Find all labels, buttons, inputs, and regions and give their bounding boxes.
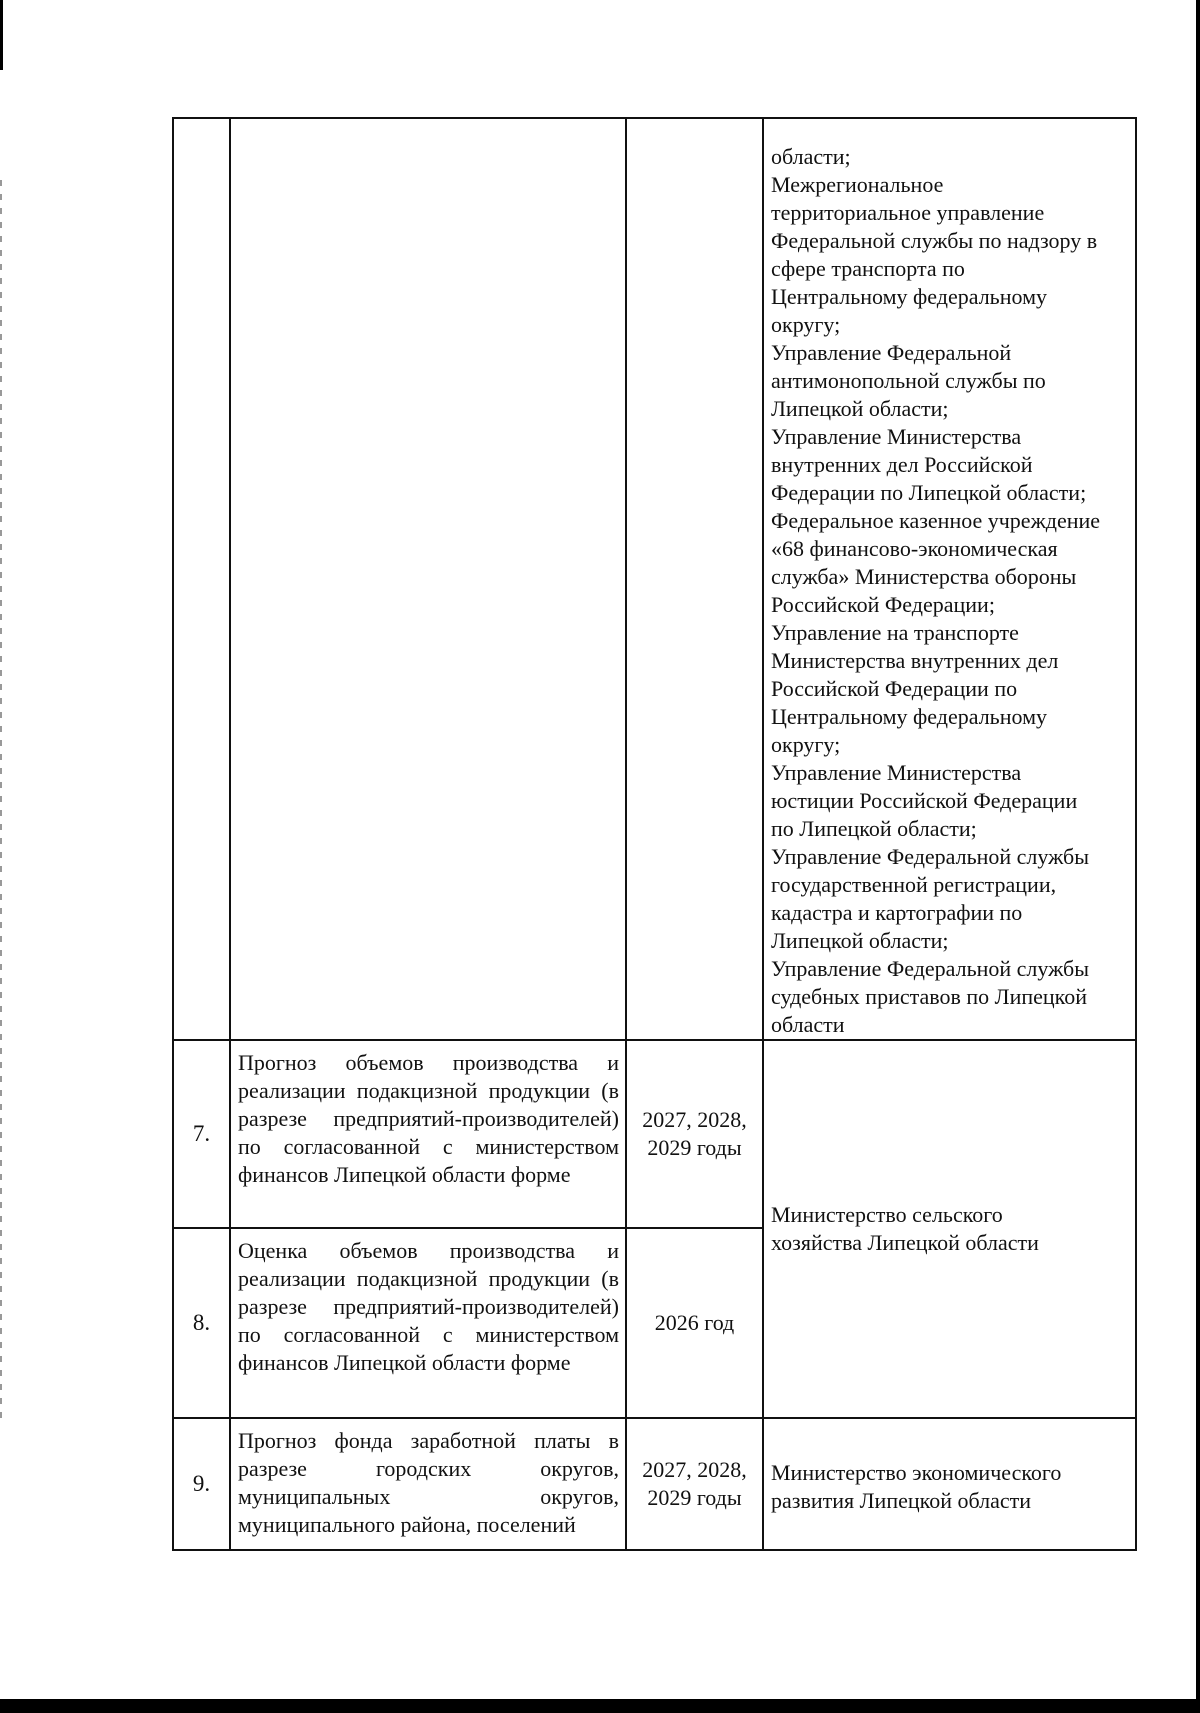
row-description: Прогноз объемов производства и реализации подакцизной продукции (в разрезе предприятий-производителей) по согласованной с министерством финансов Липецкой области форме [230,1040,626,1228]
executor-line: Министерство экономического [771,1460,1062,1485]
executor-line: развития Липецкой области [771,1488,1032,1513]
executor-line: Управление Федеральной службы [771,956,1090,981]
cell-number-empty [173,118,230,1040]
executor-line: округу; [771,312,841,337]
period-line: 2027, 2028, [642,1457,747,1482]
executor-line: Российской Федерации по [771,676,1018,701]
executor-line: Управление Федеральной [771,340,1012,365]
row-number-text: 9. [192,1471,211,1496]
executor-line: Федерации по Липецкой области; [771,480,1087,505]
executor-line: судебных приставов по Липецкой [771,984,1088,1009]
row-executor [763,1418,1136,1550]
cell-description-empty [230,118,626,1040]
row-number [173,1228,230,1418]
period-line: 2029 годы [647,1135,742,1160]
row-number-text: 7. [192,1121,211,1146]
row-period [626,1228,763,1418]
executor-line: кадастра и картографии по [771,900,1023,925]
executor-line: Межрегиональное [771,172,944,197]
table-row-continuation [173,118,1136,1040]
executor-line: Федеральной службы по надзору в [771,228,1098,253]
executor-line: Центральному федеральному [771,704,1047,729]
shared-executor-cell [763,1040,1136,1418]
executor-line: Управление на транспорте [771,620,1019,645]
executor-list [771,131,1131,1039]
executor-line: Управление Федеральной службы [771,844,1090,869]
period-line: 2029 годы [647,1485,742,1510]
executor-line: государственной регистрации, [771,872,1057,897]
row-number [173,1040,230,1228]
executor-line: антимонопольной службы по [771,368,1046,393]
cell-executor-continuation [763,118,1136,1040]
executor-line: Управление Министерства [771,424,1022,449]
period-line: 2027, 2028, [642,1107,747,1132]
table-row-9 [173,1418,1136,1550]
row-number [173,1418,230,1550]
executor-line: служба» Министерства обороны [771,564,1077,589]
executor-line: хозяйства Липецкой области [771,1230,1039,1255]
executor-line: внутренних дел Российской [771,452,1033,477]
executor-line: Центральному федеральному [771,284,1047,309]
scan-bottom-edge [0,1699,1200,1713]
executor-line: Министерства внутренних дел [771,648,1059,673]
row-number-text: 8. [192,1310,211,1335]
document-table [172,117,1137,1551]
executor-line: области [771,1012,845,1037]
executor-line: округу; [771,732,841,757]
row-description: Оценка объемов производства и реализации подакцизной продукции (в разрезе предприятий-производителей) по согласованной с министерством финансов Липецкой области форме [230,1228,626,1418]
executor-line: «68 финансово-экономическая [771,536,1058,561]
executor-line: Управление Министерства [771,760,1022,785]
executor-line: Федеральное казенное учреждение [771,508,1101,533]
executor-line: сфере транспорта по [771,256,965,281]
cell-period-empty [626,118,763,1040]
table-row-7 [173,1040,1136,1228]
row-description: Прогноз фонда заработной платы в разрезе городских округов, муниципальных округов, муниципального района, поселений [230,1418,626,1550]
scan-left-edge [0,0,3,70]
row-period [626,1418,763,1550]
executor-line: Российской Федерации; [771,592,995,617]
period-line: 2026 год [654,1310,735,1335]
executor-line: по Липецкой области; [771,816,977,841]
scan-dash-edge [0,180,2,1420]
executor-line: юстиции Российской Федерации [771,788,1078,813]
executor-line: Министерство сельского [771,1202,1003,1227]
executor-line: территориальное управление [771,200,1045,225]
scan-right-edge [1196,0,1200,1713]
row-period [626,1040,763,1228]
executor-block [771,1439,1131,1515]
executor-line: Липецкой области; [771,928,949,953]
executor-line: области; [771,144,851,169]
executor-line: Липецкой области; [771,396,949,421]
